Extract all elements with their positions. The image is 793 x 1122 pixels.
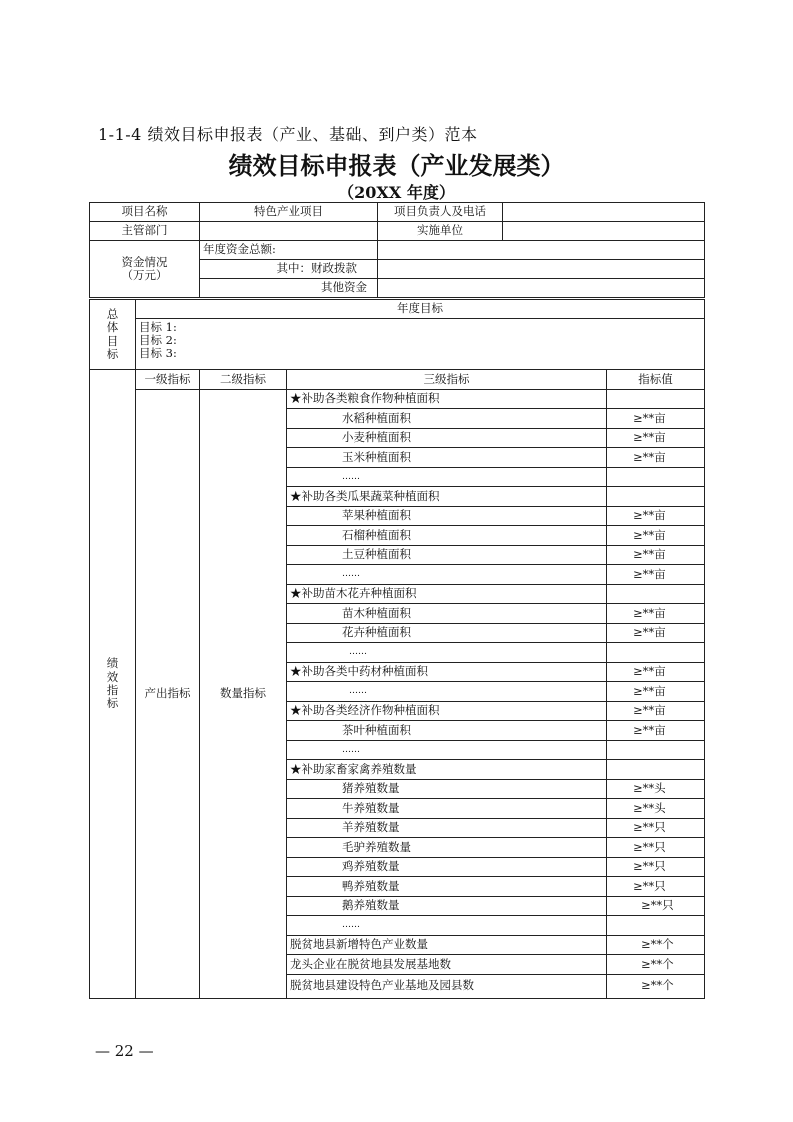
impl-label: 实施单位 [378, 222, 503, 241]
indicator-name: 毛驴养殖数量 [287, 838, 607, 858]
indicators-char: 效 [106, 669, 119, 684]
funds-total-value [378, 241, 705, 260]
indicator-value: ≥**亩 [607, 682, 705, 702]
indicator-name: 苹果种植面积 [287, 506, 607, 526]
indicator-name: ★补助各类瓜果蔬菜种植面积 [287, 487, 607, 507]
indicator-value: ≥**亩 [607, 428, 705, 448]
indicator-name: ★补助各类经济作物种植面积 [287, 701, 607, 721]
indicator-name: 玉米种植面积 [287, 448, 607, 468]
indicator-name: …… [287, 565, 607, 585]
indicators-side-label [90, 370, 136, 999]
indicator-name: …… [287, 740, 607, 760]
funds-other-label: 其他资金 [200, 279, 378, 298]
indicator-name: 石榴种植面积 [287, 526, 607, 546]
indicator-value [607, 467, 705, 487]
indicator-value [607, 584, 705, 604]
indicator-value: ≥**亩 [607, 506, 705, 526]
indicator-value [607, 760, 705, 780]
indicator-value: ≥**只 [607, 838, 705, 858]
indicator-name: 脱贫地县建设特色产业基地及园县数 [287, 974, 607, 998]
col-header-level3: 三级指标 [287, 370, 607, 390]
indicator-value: ≥**亩 [607, 448, 705, 468]
funds-fiscal-label: 其中：财政拨款 [200, 260, 378, 279]
overall-goals-char: 标 [106, 346, 119, 361]
funds-label-line1: 资金情况 [121, 254, 168, 269]
indicator-name: 猪养殖数量 [287, 779, 607, 799]
project-name-label: 项目名称 [90, 203, 200, 222]
goal-3: 目标 3: [139, 346, 177, 361]
indicator-value: ≥**头 [607, 799, 705, 819]
indicator-value [607, 487, 705, 507]
indicator-value: ≥**亩 [607, 701, 705, 721]
indicator-value [607, 916, 705, 936]
indicator-name: 龙头企业在脱贫地县发展基地数 [287, 955, 607, 975]
dept-label: 主管部门 [90, 222, 200, 241]
indicator-name: 鸭养殖数量 [287, 877, 607, 897]
funds-label-line2: （万元） [121, 268, 168, 282]
indicator-value: ≥**亩 [607, 565, 705, 585]
leader-label: 项目负责人及电话 [378, 203, 503, 222]
level2-quantity: 数量指标 [200, 389, 287, 998]
project-info-table [89, 202, 705, 298]
indicator-value: ≥**只 [607, 857, 705, 877]
indicator-name: ★补助各类粮食作物种植面积 [287, 389, 607, 409]
overall-goals-char: 体 [106, 320, 119, 335]
indicator-value [607, 740, 705, 760]
indicator-value: ≥**个 [607, 955, 705, 975]
leader-value [503, 203, 705, 222]
indicator-name: 鸡养殖数量 [287, 857, 607, 877]
overall-goals-char: 目 [106, 333, 119, 348]
indicator-value: ≥**只 [607, 818, 705, 838]
document-label: 1-1-4 绩效目标申报表（产业、基础、到户类）范本 [98, 125, 478, 144]
indicator-value: ≥**个 [607, 935, 705, 955]
indicator-value: ≥**亩 [607, 623, 705, 643]
indicator-name: 小麦种植面积 [287, 428, 607, 448]
indicator-name: ★补助苗木花卉种植面积 [287, 584, 607, 604]
indicator-name: 水稻种植面积 [287, 409, 607, 429]
annual-goal-header: 年度目标 [136, 300, 705, 319]
indicator-value [607, 643, 705, 663]
funds-total-label: 年度资金总额: [200, 241, 378, 260]
indicator-value: ≥**亩 [607, 721, 705, 741]
indicator-value: ≥**亩 [607, 545, 705, 565]
indicators-char: 指 [106, 682, 119, 697]
indicator-value: ≥**亩 [607, 604, 705, 624]
goal-2: 目标 2: [139, 333, 177, 348]
indicator-value: ≥**亩 [607, 662, 705, 682]
indicators-char: 标 [106, 695, 119, 710]
indicator-name: 苗木种植面积 [287, 604, 607, 624]
indicator-value [607, 389, 705, 409]
col-header-level2: 二级指标 [200, 370, 287, 390]
indicator-name: 茶叶种植面积 [287, 721, 607, 741]
indicator-name: 土豆种植面积 [287, 545, 607, 565]
impl-value [503, 222, 705, 241]
goal-list [136, 319, 705, 370]
funds-fiscal-value [378, 260, 705, 279]
col-header-level1: 一级指标 [136, 370, 200, 390]
indicator-name: 花卉种植面积 [287, 623, 607, 643]
indicator-name: …… [287, 643, 607, 663]
funds-other-value [378, 279, 705, 298]
indicator-value: ≥**只 [607, 896, 705, 916]
indicator-value: ≥**亩 [607, 526, 705, 546]
page-number: — 22 — [95, 1042, 154, 1060]
overall-goals-table [89, 299, 705, 370]
indicator-name: ★补助各类中药材种植面积 [287, 662, 607, 682]
level1-output: 产出指标 [136, 389, 200, 998]
form-year: （20XX 年度） [338, 183, 455, 202]
dept-value [200, 222, 378, 241]
indicator-value: ≥**只 [607, 877, 705, 897]
indicator-value: ≥**亩 [607, 409, 705, 429]
overall-goals-char: 总 [106, 307, 119, 322]
indicator-name: …… [287, 916, 607, 936]
indicator-name: …… [287, 682, 607, 702]
form-title: 绩效目标申报表（产业发展类） [228, 151, 565, 180]
indicator-name: ★补助家畜家禽养殖数量 [287, 760, 607, 780]
indicator-name: …… [287, 467, 607, 487]
project-name-value: 特色产业项目 [200, 203, 378, 222]
funds-label [90, 241, 200, 298]
indicators-char: 绩 [106, 656, 119, 671]
overall-goals-side-label [90, 300, 136, 370]
indicator-name: 脱贫地县新增特色产业数量 [287, 935, 607, 955]
indicator-name: 牛养殖数量 [287, 799, 607, 819]
goal-1: 目标 1: [139, 320, 177, 334]
indicator-name: 羊养殖数量 [287, 818, 607, 838]
indicator-value: ≥**头 [607, 779, 705, 799]
indicator-name: 鹅养殖数量 [287, 896, 607, 916]
indicator-value: ≥**个 [607, 974, 705, 998]
indicators-table [89, 369, 705, 999]
col-header-value: 指标值 [607, 370, 705, 390]
